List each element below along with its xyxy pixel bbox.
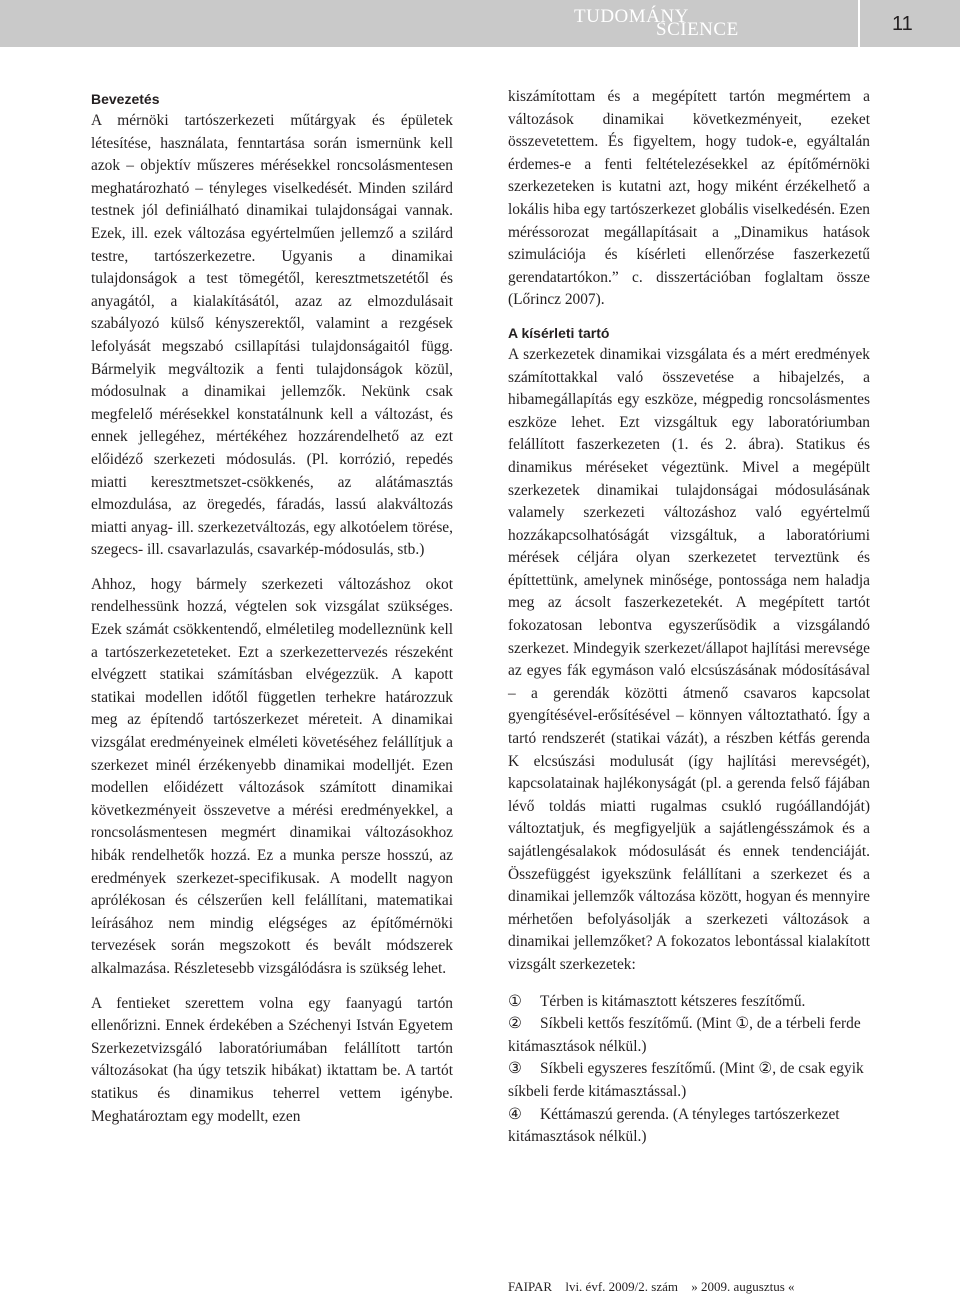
header-bar <box>0 0 960 47</box>
list-item <box>508 1104 870 1149</box>
list-item-text: Síkbeli egyszeres feszítőmű. (Mint ②, de csak egyik síkbeli ferde kitámasztással.) <box>508 1060 864 1100</box>
left-column <box>91 88 453 1128</box>
list-marker: ① <box>508 992 522 1010</box>
body-paragraph: A fentieket szerettem volna egy faanyagú tartón ellenőrizni. Ennek érdekében a Széchenyi István Egyetem Szerkezetvizsgáló laboratóriumában felállított tartón változásokat (ha úgy tetszik hibákat) iktattam be. A tartót statikus és dinamikus teherrel vettem igénybe. Meghatároztam egy modellt, ezen <box>91 994 453 1125</box>
list-marker: ③ <box>508 1060 522 1078</box>
list-item-text: Kéttámaszú gerenda. (A tényleges tartószerkezet kitámasztások nélkül.) <box>508 1105 840 1146</box>
page-number: 11 <box>892 13 913 35</box>
list-item-text: Síkbeli kettős feszítőmű. (Mint ①, de a térbeli ferde kitámasztások nélkül.) <box>508 1015 861 1055</box>
section-heading-experimental-beam: A kísérleti tartó <box>508 324 610 341</box>
brand-science: SCIENCE <box>656 19 739 40</box>
structure-list <box>508 991 870 1149</box>
list-item-text: Térben is kitámasztott kétszeres feszítőmű. <box>540 992 806 1010</box>
brand-tudomany: TUDOMÁNY <box>574 6 689 27</box>
list-marker: ④ <box>508 1105 522 1123</box>
footer-journal: FAIPAR <box>508 1279 553 1294</box>
body-paragraph: A szerkezetek dinamikai vizsgálata és a mért eredmények számítottakkal való összevetése a hibajelzés, a hibamegállapítás egy eszköze, mégpedig roncsolásmentes eszköze lehet. Ezt vizsgáltuk egy laboratóriumban felállított faszerkezeten (1. és 2. ábra). Statikus és dinamikus méréseket végeztünk. Mivel a megépült szerkezetek dinamikai tulajdonságai módosulásának valamely szerkezeti változáshoz való egyértelmű hozzákapcsolhatóságát vizsgáltuk, a laboratóriumi mérések céljára olyan szerkezetet terveztünk és építtettünk, amelynek minősége, pontossága nem haladja meg az ácsolt faszerkezetekét. A megépített tartót fokozatosan lebontva egyszerűsödik a vizsgálandó szerkezet. Mindegyik szerkezet/állapot hajlítási merevsége az egyes fák egymáson való elcsúszásának módosításával – a gerendák közötti átmenő csavaros kapcsolat gyengítésével-erősítésével – könnyen változtatható. Így a tartó rendszerét (statikai vázát), a részben kétfás gerenda K elcsúszási modulusát (így hajlítási merevségét), kapcsolatainak hajlékonyságát (pl. a gerenda felső fájában lévő toldás miatti rugalmas csukló rugóállandóját) változtatjuk, és megfigyeljük a sajátlengésszámok és a sajátlengésalakok módosulását és ennek tendenciáját. Összefüggést igyekszünk felállítani a szerkezet és a dinamikai jellemzők változása között, hogyan és mennyire mérhetően befolyásolják a szerkezeti változások a dinamikai jellemzőket? A fokozatos lebontással kialakított vizsgált szerkezetek: <box>508 345 870 973</box>
body-paragraph: Ahhoz, hogy bármely szerkezeti változáshoz okot rendelhessünk hozzá, végtelen sok vizsgálat szükséges. Ezek számát csökkentendő, elméletileg modelleznünk kell a tartószerkezeteteket. Ezt a szerkezettervezés részeként elvégzett statikai számításban elvégezzük. A kapott statikai modellen időtől független terhekre határozzuk meg az építendő tartószerkezet méreteit. A dinamikai vizsgálat eredményeinek elméleti követéséhez felállítjuk a szerkezet minél érzékenyebb dinamikai modelljét. Ezen modellen előidézett változások számított dinamikai következményeit összevetve a mérési eredményekkel, a roncsolásmentesen megmért dinamikai változásokhoz hibák rendelhetők hozzá. Ez a munka persze hosszú, az eredmények szerkezet-specifikusak. A modellt nagyon aprólékosan és célszerűen kell felállítani, matematikai leírásához nem mindig elégséges az építőmérnöki tervezések során megszokott és bevált módszerek alkalmazása. Részletesebb vizsgálódásra is szükség lehet. <box>91 575 453 977</box>
right-column <box>508 86 870 1149</box>
section-heading-introduction: Bevezetés <box>91 91 160 107</box>
body-paragraph: kiszámítottam és a megépített tartón megmértem a változások dinamikai következményeit, ezeket összevetettem. És figyeltem, hogy tudok-e, egyáltalán érdemes-e a fenti feltételezésekkel az építőmérnöki szerkezeteken is kutatni azt, hogy miként érzékelhető a lokális hiba egy tartószerkezet globális viselkedésén. Ezen méréssorozat megállapításait a „Dinamikus hatások szimulációja és kísérleti ellenőrzése faszerkezetű gerendatartókon.” c. disszertációban foglaltam össze (Lőrincz 2007). <box>508 88 870 309</box>
footer-date: » 2009. augusztus « <box>691 1279 795 1294</box>
list-marker: ② <box>508 1015 522 1033</box>
page-footer <box>508 1279 805 1295</box>
footer-volume: lvi. évf. 2009/2. szám <box>565 1279 678 1294</box>
list-item <box>508 1013 870 1058</box>
body-paragraph: A mérnöki tartószerkezeti műtárgyak és épületek létesítése, használata, fenntartása során ismernünk kell azok – objektív műszeres mérésekkel roncsolásmentesen meghatározható – tényleges viselkedését. Minden szilárd testnek jól definiálható dinamikai tulajdonságai vannak. Ezek, ill. ezek változása egyértelműen jellemző a szilárd testre, tartószerkezetre. Ugyanis a dinamikai tulajdonságok a test tömegétől, keresztmetszetétől és anyagától, a kialakításától, azaz az elmozdulásait szabályozó külső kényszerektől, valamint a rezgések lefolyását megszabó csillapítási tulajdonságaitól függ. Bármelyik megváltozik a fenti tulajdonságok közül, módosulnak a dinamikai jellemzők. Nekünk csak megfelelő mérésekkel konstatálnunk kell a változást, és ennek jellegéhez, mértékéhez hozzárendelhető az ezt előidéző szerkezeti módosulás. (Pl. korrózió, repedés miatti keresztmetszet-csökkenés, az alátámasztás elmozdulása, az öregedés, fáradás, lassú alakváltozás miatti anyag- ill. szerkezetváltozás, egy alkotóelem törése, szegecs- ill. csavarlazulás, csavarkép-módosulás, stb.) <box>91 112 453 559</box>
header-divider <box>858 0 860 47</box>
list-item <box>508 991 870 1014</box>
list-item <box>508 1058 870 1103</box>
